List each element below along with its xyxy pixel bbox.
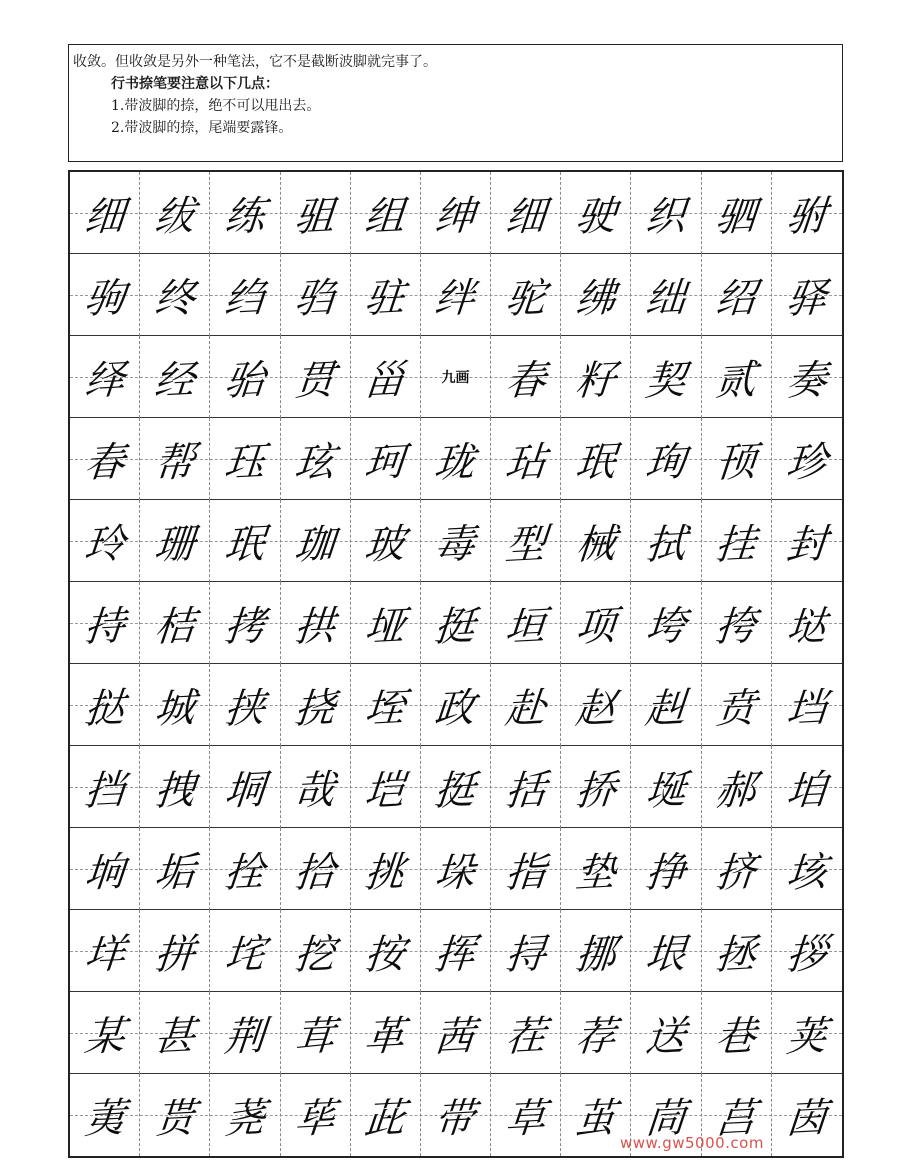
grid-row xyxy=(70,828,842,910)
character: 括 xyxy=(503,766,548,815)
character: 荑 xyxy=(82,1094,127,1143)
character: 桔 xyxy=(152,602,197,651)
character-cell xyxy=(281,582,351,664)
character: 茈 xyxy=(362,1094,408,1143)
character: 械 xyxy=(573,520,618,569)
character-cell xyxy=(631,664,701,746)
character-cell xyxy=(561,254,631,336)
character-cell xyxy=(561,992,631,1074)
character-cell xyxy=(491,418,561,500)
character: 挡 xyxy=(82,766,127,815)
character: 垮 xyxy=(643,602,688,651)
character: 草 xyxy=(503,1094,548,1143)
character: 挥 xyxy=(433,930,478,979)
character: 封 xyxy=(784,520,829,569)
character-cell xyxy=(491,828,561,910)
character-cell xyxy=(210,336,280,418)
character: 荆 xyxy=(222,1012,267,1061)
character: 垫 xyxy=(573,848,618,897)
character-cell xyxy=(772,746,842,828)
character-cell xyxy=(561,418,631,500)
character-cell xyxy=(631,500,701,582)
character: 茬 xyxy=(503,1012,548,1061)
character: 贲 xyxy=(713,684,759,733)
character-cell xyxy=(561,746,631,828)
character: 春 xyxy=(82,438,127,487)
character: 贰 xyxy=(713,356,759,405)
character: 绌 xyxy=(643,274,688,323)
character: 挂 xyxy=(713,520,759,569)
character-cell xyxy=(351,828,421,910)
character-cell xyxy=(210,664,280,746)
character-cell xyxy=(421,1074,491,1156)
character-cell xyxy=(140,746,210,828)
character: 绊 xyxy=(433,274,478,323)
character-cell xyxy=(631,992,701,1074)
character-cell xyxy=(210,992,280,1074)
character-cell xyxy=(351,254,421,336)
character-cell xyxy=(351,418,421,500)
character-cell xyxy=(631,336,701,418)
character: 绉 xyxy=(222,274,267,323)
grid-row xyxy=(70,500,842,582)
character: 垟 xyxy=(82,930,127,979)
character-cell xyxy=(772,500,842,582)
character: 拾 xyxy=(292,848,337,897)
character: 贳 xyxy=(152,1094,197,1143)
character: 经 xyxy=(152,356,197,405)
character: 拶 xyxy=(784,930,829,979)
character: 茧 xyxy=(573,1094,618,1143)
grid-row xyxy=(70,254,842,336)
character: 赵 xyxy=(573,684,618,733)
character: 挎 xyxy=(713,602,759,651)
character-cell xyxy=(210,418,280,500)
character-cell xyxy=(491,582,561,664)
character-cell xyxy=(140,910,210,992)
character-cell xyxy=(702,582,772,664)
character: 垲 xyxy=(362,766,408,815)
character: 驼 xyxy=(503,274,548,323)
character: 垠 xyxy=(643,930,688,979)
character: 驹 xyxy=(82,274,127,323)
grid-row xyxy=(70,1074,842,1156)
character-cell xyxy=(772,172,842,254)
grid-row xyxy=(70,910,842,992)
character-cell xyxy=(421,418,491,500)
character-cell xyxy=(561,664,631,746)
character: 茜 xyxy=(433,1012,478,1061)
character: 玻 xyxy=(362,520,408,569)
character: 顸 xyxy=(713,438,759,487)
character-cell xyxy=(281,500,351,582)
character-cell xyxy=(70,746,140,828)
character-cell xyxy=(140,254,210,336)
character: 垌 xyxy=(222,766,267,815)
character-cell xyxy=(351,1074,421,1156)
character: 荚 xyxy=(784,1012,829,1061)
character: 垭 xyxy=(362,602,408,651)
character: 珈 xyxy=(292,520,337,569)
character-cell xyxy=(351,910,421,992)
character: 奏 xyxy=(784,356,829,405)
character-cell xyxy=(210,910,280,992)
character-cell xyxy=(491,992,561,1074)
character: 驸 xyxy=(784,192,829,241)
character-cell xyxy=(281,254,351,336)
character-cell xyxy=(70,418,140,500)
character: 挠 xyxy=(292,684,337,733)
grid-row xyxy=(70,582,842,664)
character: 玹 xyxy=(292,438,337,487)
character: 哉 xyxy=(292,766,337,815)
character-cell xyxy=(702,746,772,828)
character-cell xyxy=(281,418,351,500)
character-cell xyxy=(702,992,772,1074)
character-cell xyxy=(491,1074,561,1156)
character-cell xyxy=(421,664,491,746)
character: 珊 xyxy=(152,520,197,569)
character-cell xyxy=(421,172,491,254)
character-cell xyxy=(70,828,140,910)
character: 垓 xyxy=(784,848,829,897)
character: 赴 xyxy=(503,684,548,733)
character: 绎 xyxy=(82,356,127,405)
character: 织 xyxy=(643,192,688,241)
character-cell xyxy=(702,910,772,992)
watermark: www.gw5000.com xyxy=(620,1134,764,1152)
character: 垛 xyxy=(433,848,478,897)
character: 茵 xyxy=(784,1094,829,1143)
character-cell xyxy=(140,828,210,910)
character: 垯 xyxy=(784,602,829,651)
character: 珂 xyxy=(362,438,408,487)
character: 珑 xyxy=(433,438,478,487)
instruction-point-1: 1.带波脚的捺，绝不可以甩出去。 xyxy=(111,98,321,114)
character-cell xyxy=(772,910,842,992)
character: 挣 xyxy=(643,848,688,897)
grid-row xyxy=(70,664,842,746)
character-cell xyxy=(561,336,631,418)
character-cell xyxy=(772,992,842,1074)
character: 某 xyxy=(82,1012,127,1061)
character-cell xyxy=(491,336,561,418)
character-cell xyxy=(140,500,210,582)
character: 组 xyxy=(362,192,408,241)
character-cell xyxy=(70,500,140,582)
character-cell xyxy=(140,1074,210,1156)
character: 垞 xyxy=(222,930,267,979)
character-cell xyxy=(140,418,210,500)
character-cell xyxy=(210,254,280,336)
character-cell xyxy=(281,910,351,992)
character-cell xyxy=(491,254,561,336)
character: 荜 xyxy=(292,1094,337,1143)
character: 型 xyxy=(503,520,548,569)
character: 莒 xyxy=(713,1094,759,1143)
character-cell xyxy=(70,172,140,254)
character: 拽 xyxy=(152,766,197,815)
character: 埏 xyxy=(643,766,688,815)
character-cell xyxy=(210,828,280,910)
character-cell xyxy=(140,992,210,1074)
character: 项 xyxy=(573,602,618,651)
character-cell xyxy=(631,418,701,500)
character-cell xyxy=(772,1074,842,1156)
character: 挤 xyxy=(713,848,759,897)
character-cell xyxy=(70,254,140,336)
character-cell xyxy=(210,582,280,664)
stroke-count-label xyxy=(421,336,491,418)
character-cell xyxy=(281,828,351,910)
character-cell xyxy=(772,254,842,336)
character-cell xyxy=(351,664,421,746)
character: 挑 xyxy=(362,848,408,897)
character-cell xyxy=(772,336,842,418)
character: 送 xyxy=(643,1012,688,1061)
character-cell xyxy=(702,664,772,746)
character: 拴 xyxy=(222,848,267,897)
character: 按 xyxy=(362,930,408,979)
character-cell xyxy=(210,1074,280,1156)
character-cell xyxy=(421,828,491,910)
character-cell xyxy=(281,746,351,828)
character: 革 xyxy=(362,1012,408,1061)
character: 驵 xyxy=(292,192,337,241)
grid-row xyxy=(70,746,842,828)
character: 绋 xyxy=(573,274,618,323)
character: 带 xyxy=(433,1094,478,1143)
character-cell xyxy=(70,664,140,746)
character: 拱 xyxy=(292,602,337,651)
character-cell xyxy=(351,172,421,254)
character-cell xyxy=(281,172,351,254)
character: 挟 xyxy=(222,684,267,733)
character-cell xyxy=(351,582,421,664)
character-cell xyxy=(702,336,772,418)
character: 挖 xyxy=(292,930,337,979)
character-cell xyxy=(351,336,421,418)
character: 贯 xyxy=(292,356,337,405)
character-cell xyxy=(631,828,701,910)
character: 拯 xyxy=(713,930,759,979)
character-cell xyxy=(561,500,631,582)
character-cell xyxy=(281,664,351,746)
character: 垢 xyxy=(152,848,197,897)
character-cell xyxy=(140,336,210,418)
character-cell xyxy=(70,910,140,992)
character: 驻 xyxy=(362,274,408,323)
character-cell xyxy=(561,172,631,254)
character-cell xyxy=(491,172,561,254)
character-cell xyxy=(70,582,140,664)
character: 珉 xyxy=(573,438,618,487)
grid-row xyxy=(70,336,842,418)
character-cell xyxy=(281,336,351,418)
instruction-line: 收敛。但收敛是另外一种笔法，它不是截断波脚就完事了。 xyxy=(73,54,437,70)
character-cell xyxy=(631,582,701,664)
character: 帮 xyxy=(152,438,197,487)
character: 垣 xyxy=(503,602,548,651)
character: 挺 xyxy=(433,602,478,651)
character: 珏 xyxy=(222,438,267,487)
character-cell xyxy=(421,910,491,992)
character: 绅 xyxy=(433,192,478,241)
character: 荛 xyxy=(222,1094,267,1143)
character: 垧 xyxy=(82,848,127,897)
character: 指 xyxy=(503,848,548,897)
character: 拼 xyxy=(152,930,197,979)
character-cell xyxy=(421,500,491,582)
character-cell xyxy=(561,582,631,664)
character: 珉 xyxy=(222,520,267,569)
character: 挢 xyxy=(573,766,618,815)
character-cell xyxy=(421,254,491,336)
character: 垍 xyxy=(784,766,829,815)
character: 玷 xyxy=(503,438,548,487)
character-cell xyxy=(702,254,772,336)
character: 赳 xyxy=(643,684,688,733)
character-cell xyxy=(491,910,561,992)
character: 骀 xyxy=(222,356,267,405)
character-cell xyxy=(702,500,772,582)
character-cell xyxy=(421,992,491,1074)
character-cell xyxy=(561,910,631,992)
character: 驷 xyxy=(713,192,759,241)
character-cell xyxy=(281,1074,351,1156)
character: 荐 xyxy=(573,1012,618,1061)
character: 拷 xyxy=(222,602,267,651)
character: 巷 xyxy=(713,1012,759,1061)
character-cell xyxy=(281,992,351,1074)
character: 驺 xyxy=(292,274,337,323)
character: 城 xyxy=(152,684,197,733)
character: 毒 xyxy=(433,520,478,569)
instruction-point-2: 2.带波脚的捺，尾端要露锋。 xyxy=(111,120,293,136)
character-cell xyxy=(491,664,561,746)
instruction-box xyxy=(68,44,843,162)
character: 驶 xyxy=(573,192,618,241)
character-cell xyxy=(210,746,280,828)
character: 契 xyxy=(643,356,688,405)
character-cell xyxy=(351,746,421,828)
character-cell xyxy=(140,582,210,664)
character: 拭 xyxy=(643,520,688,569)
calligraphy-practice-grid xyxy=(68,170,844,1158)
character: 挞 xyxy=(82,684,127,733)
instruction-heading: 行书捺笔要注意以下几点： xyxy=(111,76,279,92)
character: 垤 xyxy=(362,684,408,733)
character: 珍 xyxy=(784,438,829,487)
character: 绂 xyxy=(152,192,197,241)
character: 挦 xyxy=(503,930,548,979)
character: 驿 xyxy=(784,274,829,323)
character-cell xyxy=(631,910,701,992)
character-cell xyxy=(210,172,280,254)
character: 练 xyxy=(222,192,267,241)
character-cell xyxy=(421,582,491,664)
character: 甾 xyxy=(362,356,408,405)
character-cell xyxy=(772,582,842,664)
character-cell xyxy=(702,828,772,910)
character: 春 xyxy=(503,356,548,405)
character: 九画 xyxy=(441,370,470,386)
character-cell xyxy=(772,828,842,910)
character-cell xyxy=(702,418,772,500)
character: 玲 xyxy=(82,520,127,569)
character-cell xyxy=(70,336,140,418)
character-cell xyxy=(491,500,561,582)
character: 挺 xyxy=(433,766,478,815)
character-cell xyxy=(351,992,421,1074)
grid-row xyxy=(70,418,842,500)
character-cell xyxy=(772,418,842,500)
character-cell xyxy=(140,664,210,746)
character-cell xyxy=(70,992,140,1074)
character: 细 xyxy=(82,192,127,241)
character-cell xyxy=(702,172,772,254)
character-cell xyxy=(491,746,561,828)
character-cell xyxy=(140,172,210,254)
character: 籽 xyxy=(573,356,618,405)
character: 细 xyxy=(503,192,548,241)
character: 终 xyxy=(152,274,197,323)
grid-row xyxy=(70,172,842,254)
character: 持 xyxy=(82,602,127,651)
character: 挪 xyxy=(573,930,618,979)
character: 绍 xyxy=(713,274,759,323)
character-cell xyxy=(772,664,842,746)
character-cell xyxy=(351,500,421,582)
character-cell xyxy=(561,828,631,910)
character: 垱 xyxy=(784,684,829,733)
character-cell xyxy=(210,500,280,582)
character-cell xyxy=(631,172,701,254)
character: 政 xyxy=(433,684,478,733)
character-cell xyxy=(421,746,491,828)
character-cell xyxy=(70,1074,140,1156)
grid-row xyxy=(70,992,842,1074)
character-cell xyxy=(631,254,701,336)
character-cell xyxy=(631,746,701,828)
character: 郝 xyxy=(713,766,759,815)
character: 珣 xyxy=(643,438,688,487)
character: 甚 xyxy=(152,1012,197,1061)
character: 茼 xyxy=(643,1094,688,1143)
character: 茸 xyxy=(292,1012,337,1061)
